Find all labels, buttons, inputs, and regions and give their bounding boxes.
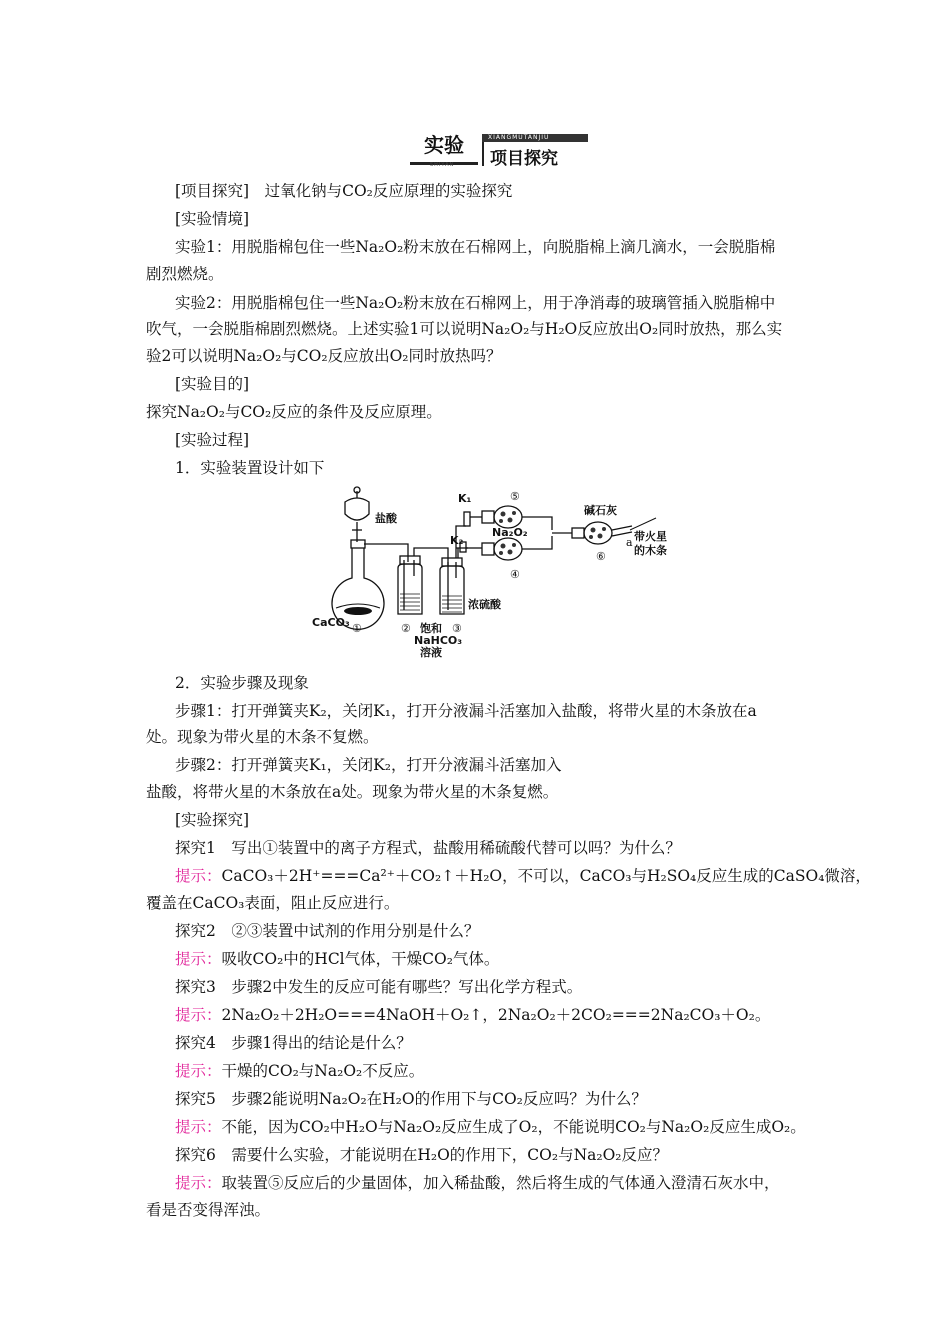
header-pinyin-right: XIANGMUTANJIU bbox=[488, 134, 550, 141]
answer-1 bbox=[175, 863, 871, 889]
answer-5 bbox=[175, 1114, 855, 1140]
label-nahco3-1: 饱和 bbox=[420, 622, 442, 635]
paragraph-line: 1．实验装置设计如下 bbox=[175, 459, 325, 477]
paragraph-line: 剧烈燃烧。 bbox=[146, 265, 224, 283]
answer-text: 取装置⑤反应后的少量固体，加入稀盐酸，然后将生成的气体通入澄清石灰水中， bbox=[221, 1174, 780, 1192]
label-n3: ③ bbox=[452, 622, 462, 635]
question-6: 探究6 需要什么实验，才能说明在H₂O的作用下，CO₂与Na₂O₂反应？ bbox=[175, 1146, 669, 1164]
hint-label: 提示： bbox=[175, 1062, 222, 1080]
paragraph-line: 步骤2：打开弹簧夹K₁，关闭K₂，打开分液漏斗活塞加入 bbox=[175, 756, 562, 774]
caco3-solid bbox=[344, 607, 372, 615]
label-na2o2: Na₂O₂ bbox=[492, 526, 528, 539]
paragraph-line: 验2可以说明Na₂O₂与CO₂反应放出O₂同时放热吗？ bbox=[146, 347, 502, 365]
answer-text: CaCO₃＋2H⁺===Ca²⁺＋CO₂↑＋H₂O，不可以，CaCO₃与H₂SO₄反应生成的CaSO₄微溶， bbox=[221, 867, 871, 885]
label-k2: K₂ bbox=[450, 534, 464, 547]
header-title-left: 实验 bbox=[410, 132, 478, 165]
paragraph-line: 处。现象为带火星的木条不复燃。 bbox=[146, 728, 379, 746]
paragraph-line: 吹气，一会脱脂棉剧烈燃烧。上述实验1可以说明Na₂O₂与H₂O反应放出O₂同时放热，那么实 bbox=[146, 320, 783, 338]
bottle-2 bbox=[398, 564, 422, 614]
heading-steps: 2．实验步骤及现象 bbox=[175, 674, 309, 692]
label-n2: ② bbox=[401, 622, 411, 635]
label-soda-lime: 碱石灰 bbox=[584, 504, 617, 517]
label-hcl: 盐酸 bbox=[375, 512, 397, 525]
tube-5-connector bbox=[482, 511, 494, 523]
answer-6-cont: 看是否变得浑浊。 bbox=[146, 1201, 271, 1219]
hint-label: 提示： bbox=[175, 1118, 222, 1136]
hint-label: 提示： bbox=[175, 1006, 222, 1024]
label-k1: K₁ bbox=[458, 492, 472, 505]
paragraph-line: 步骤1：打开弹簧夹K₂，关闭K₁，打开分液漏斗活塞加入盐酸，将带火星的木条放在a bbox=[175, 702, 757, 720]
heading-purpose: [实验目的] bbox=[175, 375, 250, 393]
label-nahco3-3: 溶液 bbox=[420, 646, 442, 659]
answer-3 bbox=[175, 1002, 855, 1028]
flask-stopper bbox=[351, 540, 365, 548]
answer-text: 干燥的CO₂与Na₂O₂不反应。 bbox=[221, 1062, 425, 1080]
paragraph-line: 盐酸，将带火星的木条放在a处。现象为带火星的木条复燃。 bbox=[146, 783, 559, 801]
question-1: 探究1 写出①装置中的离子方程式，盐酸用稀硫酸代替可以吗？为什么？ bbox=[175, 839, 681, 857]
label-nahco3-2: NaHCO₃ bbox=[414, 634, 463, 647]
hint-label: 提示： bbox=[175, 950, 222, 968]
answer-text: 吸收CO₂中的HCl气体，干燥CO₂气体。 bbox=[221, 950, 500, 968]
question-2: 探究2 ②③装置中试剂的作用分别是什么？ bbox=[175, 922, 480, 940]
heading-situation: [实验情境] bbox=[175, 210, 250, 228]
answer-1-cont: 覆盖在CaCO₃表面，阻止反应进行。 bbox=[146, 894, 400, 912]
label-splint-1: 带火星 bbox=[634, 530, 667, 543]
glowing-splint bbox=[630, 518, 656, 530]
label-splint-2: 的木条 bbox=[634, 544, 667, 557]
bottle-3 bbox=[440, 566, 464, 614]
label-h2so4: 浓硫酸 bbox=[468, 598, 501, 611]
question-5: 探究5 步骤2能说明Na₂O₂在H₂O的作用下与CO₂反应吗？为什么？ bbox=[175, 1090, 647, 1108]
section-header bbox=[410, 128, 590, 170]
tube-4-connector bbox=[482, 543, 494, 555]
heading-inquiry: [实验探究] bbox=[175, 811, 250, 829]
answer-text: 不能，因为CO₂中H₂O与Na₂O₂反应生成了O₂，不能说明CO₂与Na₂O₂反应生成O₂。 bbox=[221, 1118, 806, 1136]
header-title-right: 项目探究 bbox=[490, 149, 558, 169]
bottle-3-stopper bbox=[442, 558, 462, 566]
heading-process: [实验过程] bbox=[175, 431, 250, 449]
paragraph-line: 实验2：用脱脂棉包住一些Na₂O₂粉末放在石棉网上，用于净消毒的玻璃管插入脱脂棉中 bbox=[175, 294, 776, 312]
k1-clamp bbox=[464, 512, 470, 526]
label-n1: ① bbox=[352, 622, 362, 635]
question-4: 探究4 步骤1得出的结论是什么？ bbox=[175, 1034, 412, 1052]
apparatus-diagram bbox=[300, 486, 680, 664]
header-pinyin-left: SHIYAN bbox=[430, 162, 455, 168]
paragraph-line: 探究Na₂O₂与CO₂反应的条件及反应原理。 bbox=[146, 403, 442, 421]
answer-6 bbox=[175, 1170, 855, 1196]
answer-4 bbox=[175, 1058, 855, 1084]
paragraph-line: 实验1：用脱脂棉包住一些Na₂O₂粉末放在石棉网上，向脱脂棉上滴几滴水，一会脱脂棉 bbox=[175, 238, 776, 256]
tube-6-connector bbox=[572, 528, 584, 538]
hint-label: 提示： bbox=[175, 1174, 222, 1192]
bottle-2-stopper bbox=[400, 556, 420, 564]
label-n5: ⑤ bbox=[510, 490, 520, 503]
drying-tube-4 bbox=[494, 538, 522, 560]
project-title: [项目探究] 过氧化钠与CO₂反应原理的实验探究 bbox=[175, 182, 513, 200]
drying-tube-5 bbox=[494, 506, 522, 528]
drying-tube-6 bbox=[584, 522, 612, 544]
label-n6: ⑥ bbox=[596, 550, 606, 563]
question-3: 探究3 步骤2中发生的反应可能有哪些？写出化学方程式。 bbox=[175, 978, 583, 996]
label-a: a bbox=[626, 536, 633, 549]
separatory-funnel bbox=[345, 498, 369, 520]
label-caco3: CaCO₃ bbox=[312, 616, 350, 629]
label-n4: ④ bbox=[510, 568, 520, 581]
hint-label: 提示： bbox=[175, 867, 222, 885]
answer-text: 2Na₂O₂＋2H₂O===4NaOH＋O₂↑，2Na₂O₂＋2CO₂===2Na₂CO₃＋O₂。 bbox=[221, 1006, 771, 1024]
answer-2 bbox=[175, 946, 855, 972]
header-divider bbox=[482, 142, 484, 166]
